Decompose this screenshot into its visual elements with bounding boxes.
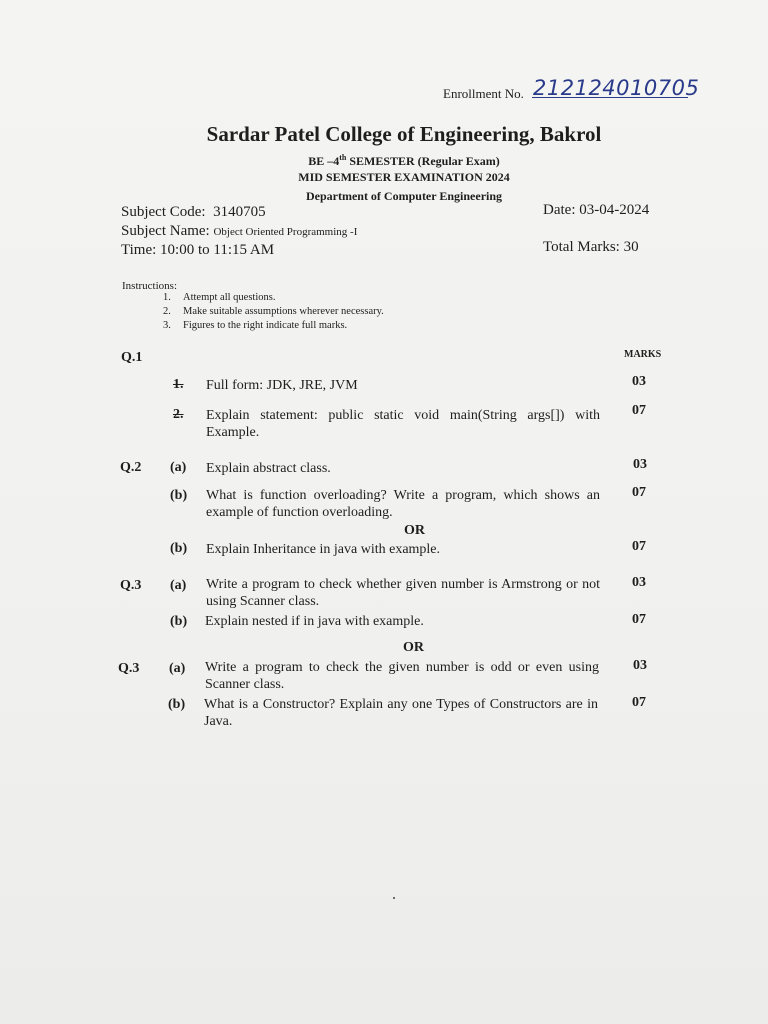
question-label-q3-alt: Q.3: [118, 661, 140, 676]
question-text: Explain abstract class.: [206, 461, 331, 476]
part-label: 1.: [173, 377, 184, 392]
part-label: (b): [168, 697, 186, 712]
question-label-q3: Q.3: [120, 578, 142, 593]
question-marks: 07: [632, 695, 646, 710]
paper-speck: [393, 897, 395, 899]
question-text: Explain statement: public static void main(String args[]) with Example.: [206, 408, 600, 440]
question-marks: 03: [632, 374, 646, 389]
part-label: (b): [170, 541, 188, 556]
question-label-q2: Q.2: [120, 460, 142, 475]
enrollment-number: 212124010705: [533, 76, 700, 100]
question-marks: 07: [632, 485, 646, 500]
subject-name: Subject Name: Object Oriented Programming -I: [121, 223, 358, 239]
total-marks: Total Marks: 30: [543, 239, 639, 255]
department-name: Department of Computer Engineering: [305, 189, 503, 203]
exam-time: Time: 10:00 to 11:15 AM: [121, 242, 275, 258]
enrollment-label: Enrollment No.: [443, 86, 524, 101]
or-separator: OR: [403, 640, 424, 655]
instruction-item: 3. Figures to the right indicate full marks.: [163, 320, 348, 331]
exam-date: Date: 03-04-2024: [543, 202, 650, 218]
instruction-item: 2. Make suitable assumptions wherever necessary.: [163, 306, 384, 317]
question-marks: 03: [633, 457, 647, 472]
or-separator: OR: [404, 523, 425, 538]
part-label: (a): [169, 661, 186, 676]
question-text: Explain nested if in java with example.: [205, 614, 424, 629]
question-text: Full form: JDK, JRE, JVM: [206, 378, 358, 393]
question-marks: 07: [632, 612, 646, 627]
instruction-item: 1. Attempt all questions.: [163, 292, 276, 303]
exam-title: MID SEMESTER EXAMINATION 2024: [298, 170, 510, 184]
question-label-q1: Q.1: [121, 350, 143, 365]
part-label: (b): [170, 614, 188, 629]
question-text: Write a program to check whether given number is Armstrong or not using Scanner class.: [206, 577, 600, 609]
enrollment-underline: [532, 97, 688, 98]
part-label: 2.: [173, 407, 184, 422]
question-marks: 07: [632, 539, 646, 554]
question-text: What is a Constructor? Explain any one Types of Constructors are in Java.: [204, 697, 598, 729]
part-label: (b): [170, 488, 188, 503]
question-text: What is function overloading? Write a program, which shows an example of function overloading.: [206, 488, 600, 520]
subject-code: Subject Code: 3140705: [121, 204, 266, 220]
question-text: Explain Inheritance in java with example.: [206, 542, 441, 557]
part-label: (a): [170, 460, 187, 475]
instructions-title: Instructions:: [122, 280, 177, 292]
question-text: Write a program to check the given number is odd or even using Scanner class.: [205, 660, 599, 692]
question-marks: 07: [632, 403, 646, 418]
semester-line: BE –4th SEMESTER (Regular Exam): [308, 153, 500, 168]
college-name: Sardar Patel College of Engineering, Bakrol: [206, 122, 602, 146]
question-marks: 03: [633, 658, 647, 673]
marks-column-header: MARKS: [624, 349, 662, 360]
question-marks: 03: [632, 575, 646, 590]
part-label: (a): [170, 578, 187, 593]
